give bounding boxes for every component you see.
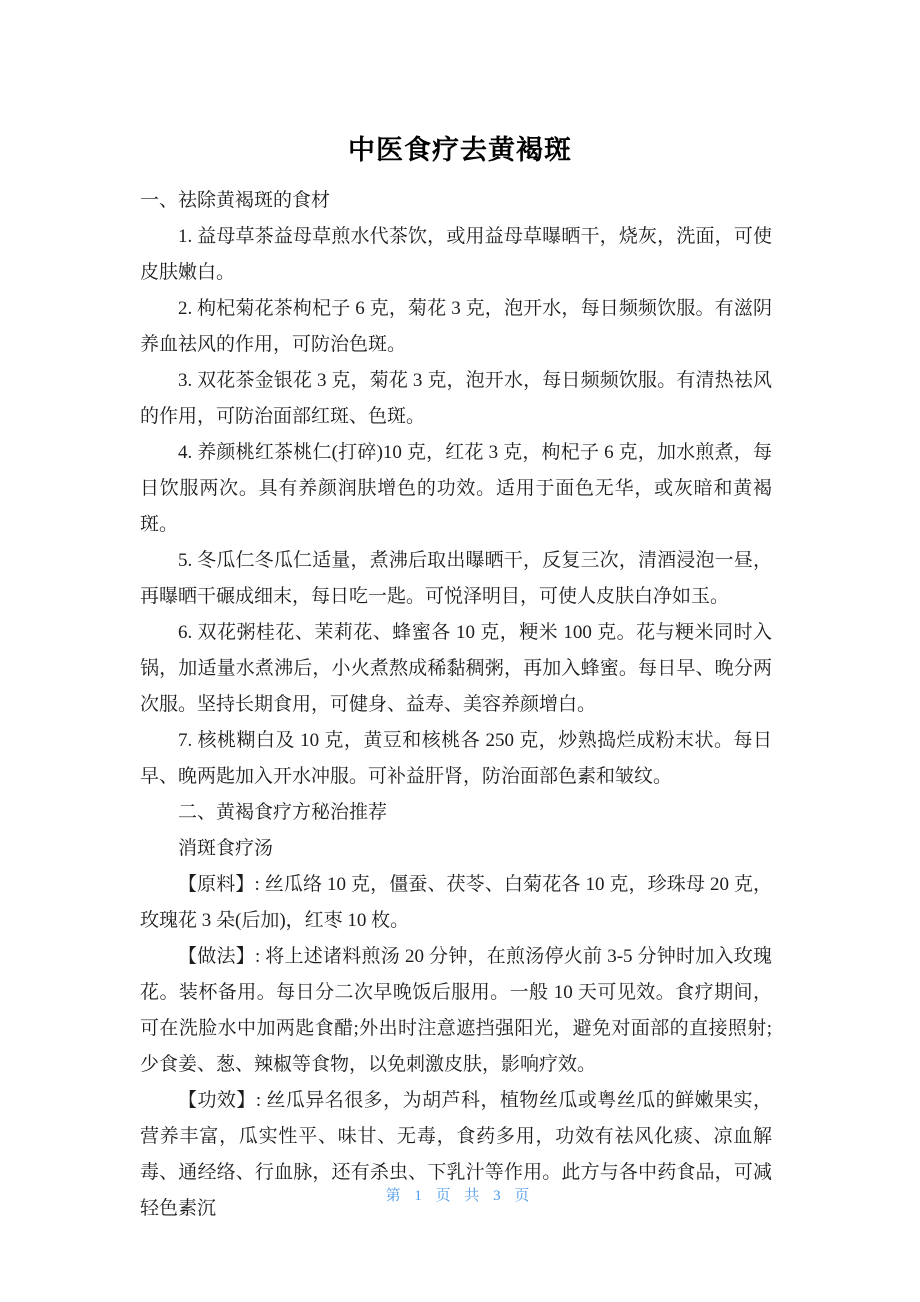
paragraph: 消斑食疗汤 [178, 838, 274, 859]
paragraph: 一、祛除黄褐斑的食材 [140, 190, 331, 211]
paragraph: 6. 双花粥桂花、茉莉花、蜂蜜各 10 克，粳米 100 克。花与粳米同时入锅，加适量水煮沸后，小火煮熬成稀黏稠粥，再加入蜂蜜。每日早、晚分两次服。坚持长期食用，可健身、益寿、美容养颜增白。 [140, 622, 772, 715]
paragraph: 【做法】: 将上述诸料煎汤 20 分钟，在煎汤停火前 3-5 分钟时加入玫瑰花。装杯备用。每日分二次早晚饭后服用。一般 10 天可见效。食疗期间，可在洗脸水中加两匙食醋;外出时注意遮挡强阳光，避免对面部的直接照射;少食姜、葱、辣椒等食物，以免刺激皮肤，影响疗效。 [140, 946, 772, 1075]
paragraph: 二、黄褐食疗方秘治推荐 [178, 802, 388, 823]
paragraph: 【原料】: 丝瓜络 10 克，僵蚕、茯苓、白菊花各 10 克，珍珠母 20 克，玫瑰花 3 朵(后加)，红枣 10 枚。 [140, 874, 772, 931]
document-title: 中医食疗去黄褐斑 [348, 135, 572, 165]
paragraph: 2. 枸杞菊花茶枸杞子 6 克，菊花 3 克，泡开水，每日频频饮服。有滋阴养血祛风的作用，可防治色斑。 [140, 298, 772, 355]
paragraph: 5. 冬瓜仁冬瓜仁适量，煮沸后取出曝晒干，反复三次，清酒浸泡一昼，再曝晒干碾成细末，每日吃一匙。可悦泽明目，可使人皮肤白净如玉。 [140, 550, 772, 607]
document-body [140, 183, 772, 1227]
page-footer [0, 1186, 920, 1206]
page-number-label: 第 1 页 共 3 页 [385, 1188, 535, 1204]
paragraph: 3. 双花茶金银花 3 克，菊花 3 克，泡开水，每日频频饮服。有清热祛风的作用，可防治面部红斑、色斑。 [140, 370, 772, 427]
paragraph: 【功效】: 丝瓜异名很多，为胡芦科，植物丝瓜或粤丝瓜的鲜嫩果实，营养丰富，瓜实性平、味甘、无毒，食药多用，功效有祛风化痰、凉血解毒、通经络、行血脉，还有杀虫、下乳汁等作用。此方与各中药食品，可减轻色素沉 [140, 1090, 772, 1219]
paragraph: 1. 益母草茶益母草煎水代茶饮，或用益母草曝晒干，烧灰，洗面，可使皮肤嫩白。 [140, 226, 772, 283]
paragraph: 4. 养颜桃红茶桃仁(打碎)10 克，红花 3 克，枸杞子 6 克，加水煎煮，每日饮服两次。具有养颜润肤增色的功效。适用于面色无华，或灰暗和黄褐斑。 [140, 442, 772, 535]
paragraph: 7. 核桃糊白及 10 克，黄豆和核桃各 250 克，炒熟捣烂成粉末状。每日早、晚两匙加入开水冲服。可补益肝肾，防治面部色素和皱纹。 [140, 730, 772, 787]
